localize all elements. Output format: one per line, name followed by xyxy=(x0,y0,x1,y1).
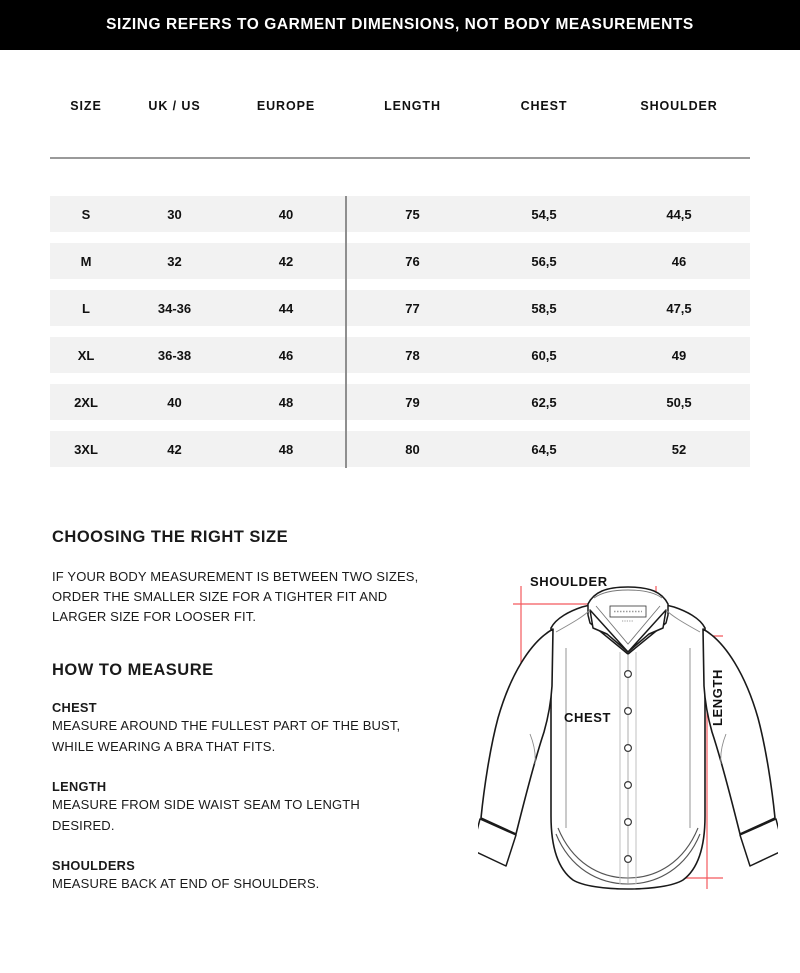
column-header-uk-us: UK / US xyxy=(148,99,201,113)
measure-item-line-1: MEASURE FROM SIDE WAIST SEAM TO LENGTH xyxy=(52,797,360,812)
cell-size: S xyxy=(81,206,91,222)
cell-europe: 44 xyxy=(278,300,294,316)
column-header-shoulder: SHOULDER xyxy=(640,99,718,113)
table-row xyxy=(50,337,750,373)
measure-item-line-1: MEASURE AROUND THE FULLEST PART OF THE BUST, xyxy=(52,718,401,733)
choosing-body-line-1: IF YOUR BODY MEASUREMENT IS BETWEEN TWO SIZES, xyxy=(52,569,419,584)
how-to-measure-heading: HOW TO MEASURE xyxy=(52,661,214,679)
table-header-rule xyxy=(50,157,750,159)
measure-item-line-2: WHILE WEARING A BRA THAT FITS. xyxy=(52,739,276,754)
choosing-body-line-2: ORDER THE SMALLER SIZE FOR A TIGHTER FIT AND xyxy=(52,589,388,604)
cell-europe: 40 xyxy=(278,206,294,222)
measure-item-chest xyxy=(52,700,462,757)
shirt-illustration-svg xyxy=(478,566,778,916)
table-body xyxy=(50,196,750,467)
cell-chest: 56,5 xyxy=(531,253,557,269)
cell-shoulder: 46 xyxy=(671,253,687,269)
shirt-diagram xyxy=(478,566,778,916)
button xyxy=(625,708,632,715)
table-row xyxy=(50,243,750,279)
cell-shoulder: 50,5 xyxy=(666,394,692,410)
cell-europe: 48 xyxy=(278,394,294,410)
cell-length: 76 xyxy=(405,253,420,269)
cell-shoulder: 47,5 xyxy=(666,300,692,316)
column-header-length: LENGTH xyxy=(384,99,441,113)
cell-length: 78 xyxy=(405,347,420,363)
column-header-size: SIZE xyxy=(70,99,102,113)
measure-item-title: LENGTH xyxy=(52,779,107,794)
table-row xyxy=(50,196,750,232)
cell-size: L xyxy=(82,300,90,316)
table-row xyxy=(50,290,750,326)
cell-chest: 62,5 xyxy=(531,394,557,410)
cell-shoulder: 49 xyxy=(671,347,687,363)
cell-uk-us: 34-36 xyxy=(157,300,192,316)
size-table xyxy=(50,88,750,457)
diagram-label-shoulder: SHOULDER xyxy=(530,574,608,589)
sleeve-left xyxy=(481,629,553,834)
button xyxy=(625,856,632,863)
cell-europe: 42 xyxy=(278,253,294,269)
measure-item-line-2: DESIRED. xyxy=(52,818,115,833)
button xyxy=(625,819,632,826)
cell-uk-us: 40 xyxy=(167,394,182,410)
table-row xyxy=(50,431,750,467)
button xyxy=(625,671,632,678)
cell-length: 77 xyxy=(405,300,420,316)
measure-item-line-1: MEASURE BACK AT END OF SHOULDERS. xyxy=(52,876,320,891)
cell-uk-us: 36-38 xyxy=(157,347,192,363)
cell-europe: 48 xyxy=(278,441,294,457)
column-header-chest: CHEST xyxy=(520,99,568,113)
column-header-europe: EUROPE xyxy=(256,99,316,113)
cell-chest: 64,5 xyxy=(531,441,557,457)
cell-shoulder: 52 xyxy=(671,441,687,457)
measure-item-title: CHEST xyxy=(52,700,97,715)
cell-size: XL xyxy=(77,347,95,363)
measure-item-length xyxy=(52,779,462,836)
cell-size: M xyxy=(80,253,92,269)
choosing-heading: CHOOSING THE RIGHT SIZE xyxy=(52,528,289,546)
table-vertical-divider xyxy=(345,196,347,468)
cell-uk-us: 32 xyxy=(167,253,182,269)
sleeve-right xyxy=(703,629,775,834)
cell-shoulder: 44,5 xyxy=(666,206,692,222)
diagram-label-chest: CHEST xyxy=(564,710,612,725)
cell-size: 3XL xyxy=(74,441,98,457)
cell-length: 75 xyxy=(405,206,420,222)
cell-size: 2XL xyxy=(74,394,98,410)
cell-europe: 46 xyxy=(278,347,294,363)
header-banner xyxy=(0,0,800,50)
guidance-section xyxy=(52,528,462,894)
cell-chest: 58,5 xyxy=(531,300,557,316)
cell-chest: 60,5 xyxy=(531,347,557,363)
banner-text: SIZING REFERS TO GARMENT DIMENSIONS, NOT BODY MEASUREMENTS xyxy=(106,16,694,33)
cell-length: 79 xyxy=(405,394,420,410)
cell-uk-us: 42 xyxy=(167,441,182,457)
measure-item-title: SHOULDERS xyxy=(52,858,136,873)
cell-uk-us: 30 xyxy=(167,206,182,222)
choosing-body xyxy=(52,567,462,627)
diagram-label-length: LENGTH xyxy=(710,668,725,726)
button xyxy=(625,782,632,789)
table-row xyxy=(50,384,750,420)
table-header-row xyxy=(50,88,750,124)
cell-length: 80 xyxy=(405,441,420,457)
button xyxy=(625,745,632,752)
cell-chest: 54,5 xyxy=(531,206,557,222)
choosing-body-line-3: LARGER SIZE FOR LOOSER FIT. xyxy=(52,609,257,624)
measure-item-shoulders xyxy=(52,858,462,894)
